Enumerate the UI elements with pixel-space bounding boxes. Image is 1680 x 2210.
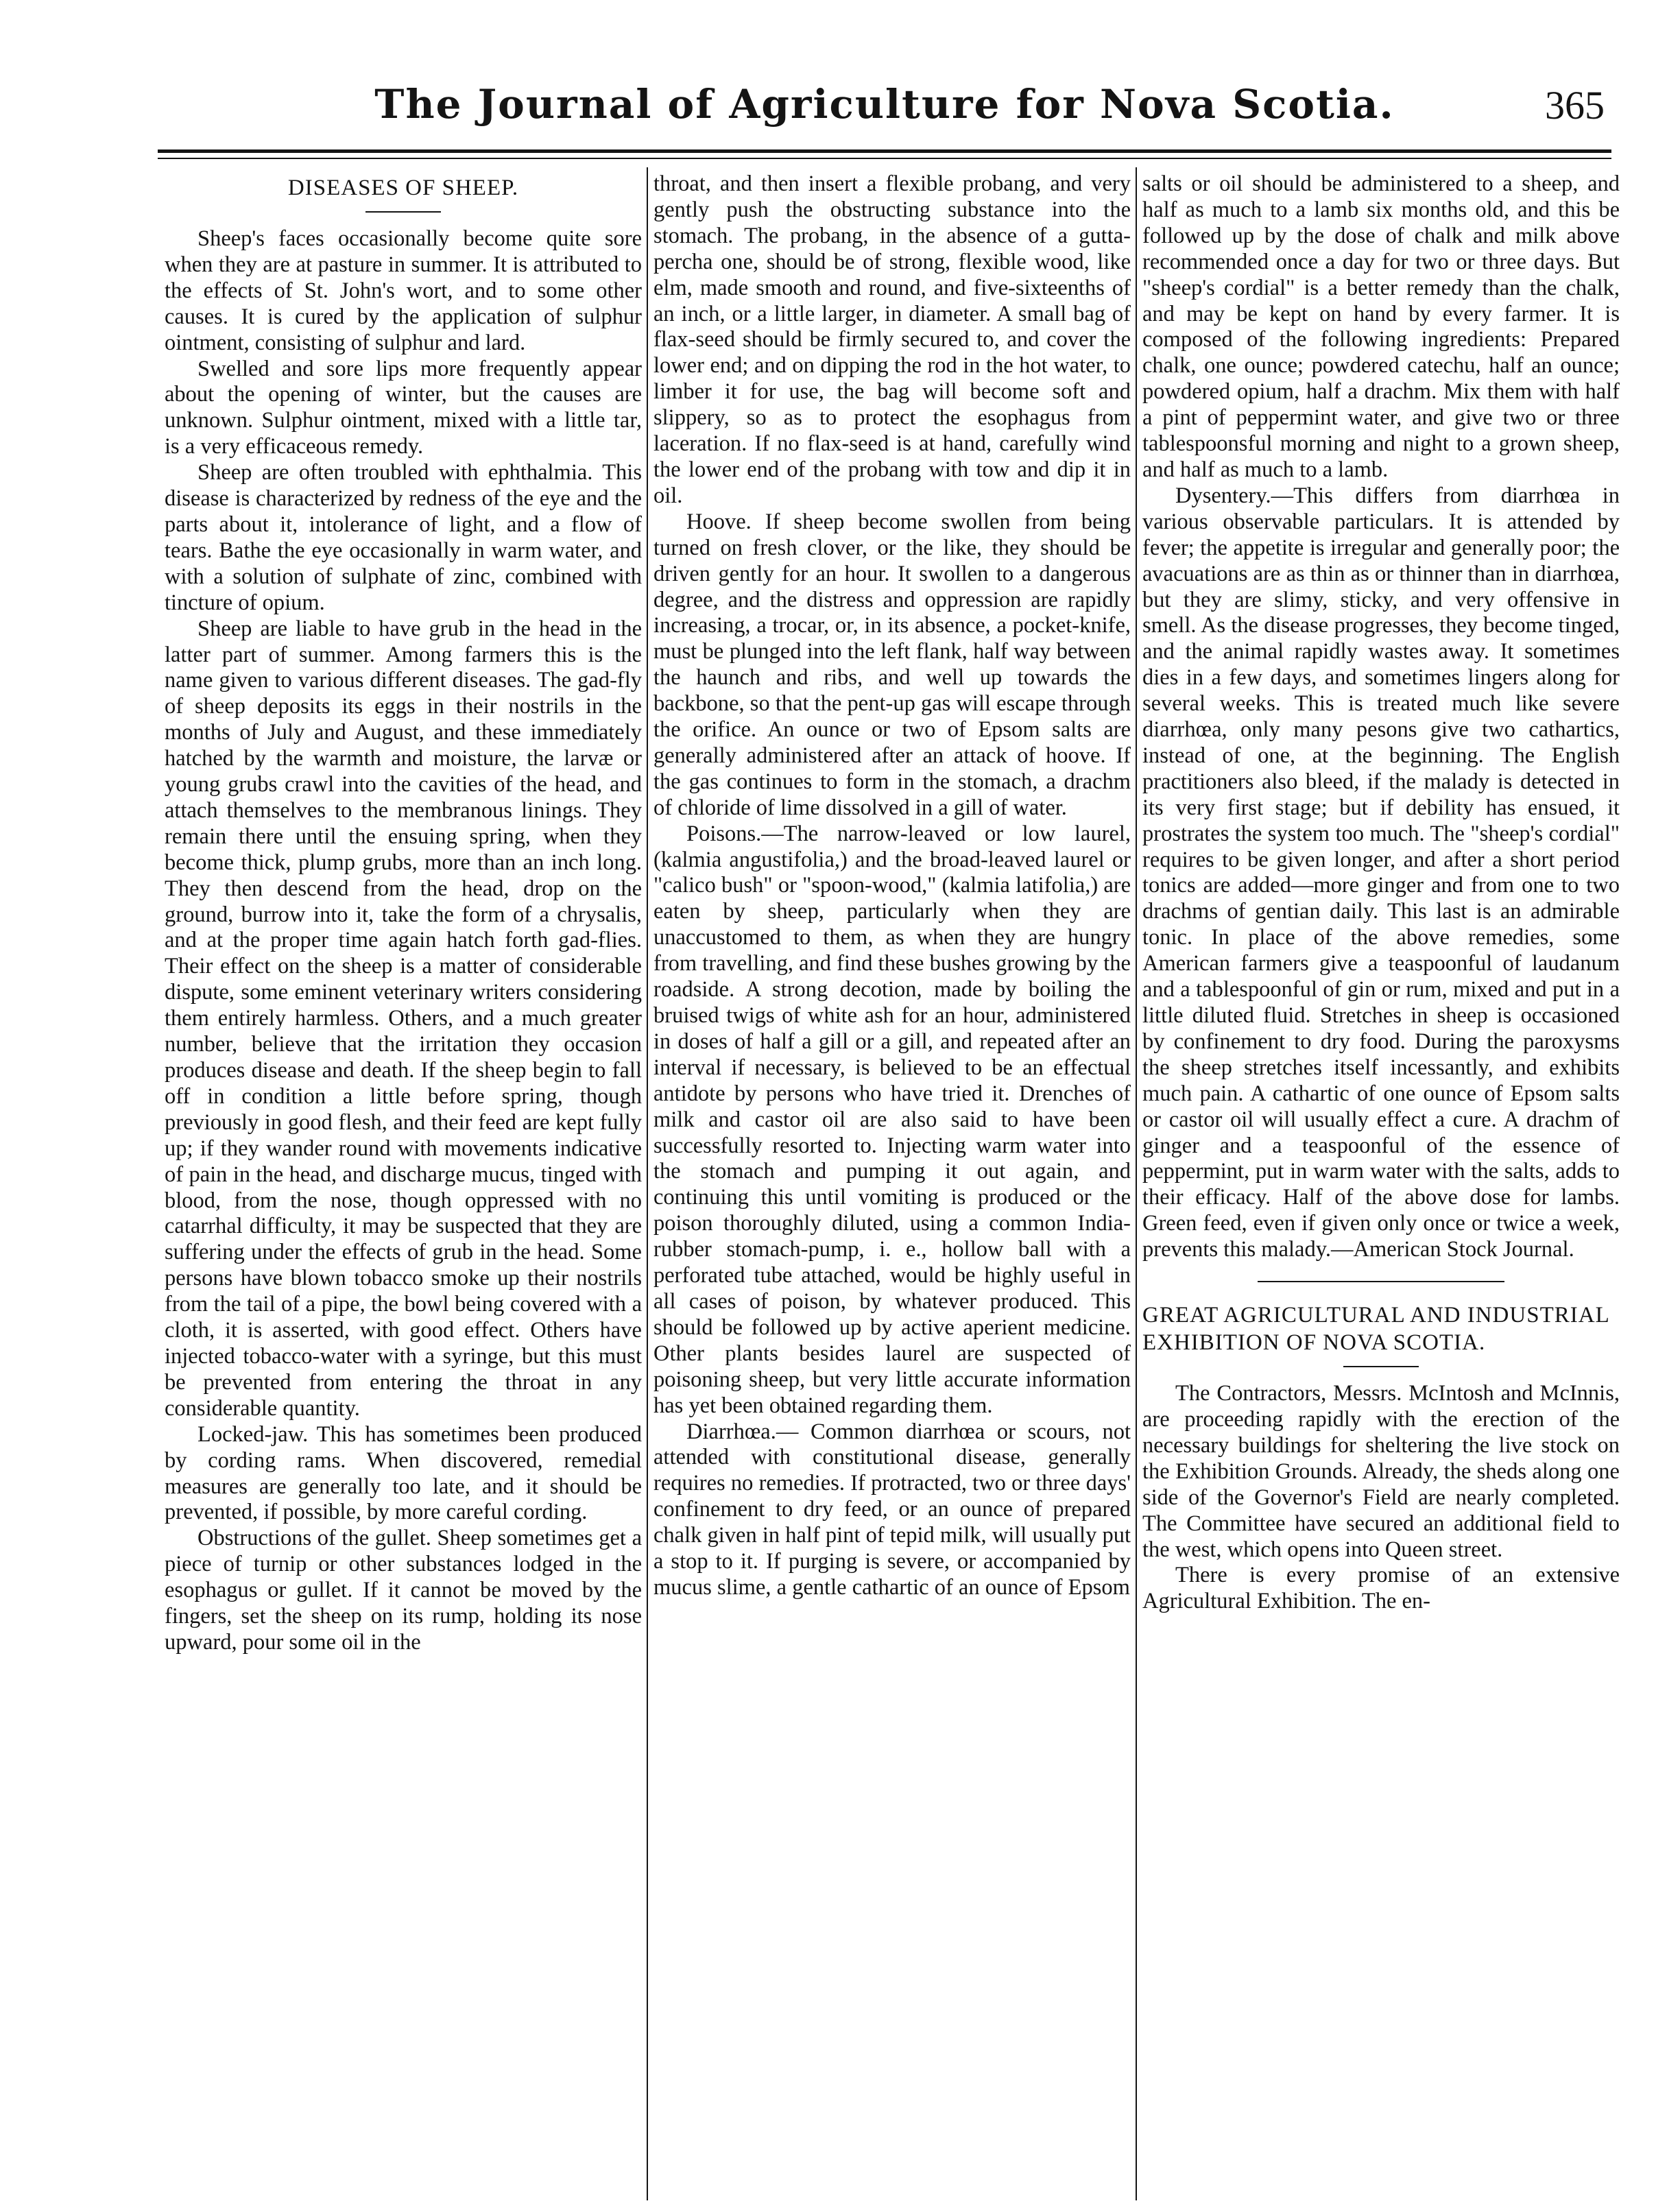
article-separator: [1258, 1281, 1504, 1282]
title-rule: [1343, 1366, 1419, 1367]
article-title: GREAT AGRICULTURAL AND INDUSTRIAL EXHIBITION OF NOVA SCOTIA.: [1142, 1303, 1609, 1356]
page-header: [158, 81, 1611, 143]
paragraph: throat, and then insert a flexible probang, and very gently push the obstructing substance into the stomach. The probang, in the absence of a gutta-percha one, should be of strong, flexible wood, like elm, made smooth and round, and five-sixteenths of an inch, or a little larger, in diameter. A small bag of flax-seed should be firmly secured to, and cover the lower end; and on dipping the rod in the hot water, to limber it for use, the bag will become soft and slippery, so as to protect the esophagus from laceration. If no flax-seed is at hand, carefully wind the lower end of the probang with tow and dip it in oil.: [653, 171, 1131, 508]
paragraph: Dysentery.—This differs from diarrhœa in various observable particulars. It is attended by fever; the appetite is irregular and generally poor; the avacuations are as thin as or thinner than in diarrhœa, but they are slimy, sticky, and very offensive in smell. As the disease progresses, they become tinged, and the animal rapidly wastes away. It sometimes dies in a few days, and sometimes lingers along for several weeks. This is treated much like severe diarrhœa, only many pesons give two cathartics, instead of one, at the beginning. The English practitioners also bleed, if the malady is detected in its very first stage; but if debility has ensued, it prostrates the system too much. The "sheep's cordial" requires to be given longer, and after a short period tonics are added—more ginger and from one to two drachms of gentian daily. This last is an admirable tonic. In place of the above remedies, some American farmers give a teaspoonful of laudanum and a tablespoonful of gin or rum, mixed and put in a little diluted fluid. Stretches in sheep is occasioned by confinement to dry food. During the paroxysms the sheep stretches itself incessantly, and exhibits much pain. A cathartic of one ounce of Epsom salts or castor oil will usually effect a cure. A drachm of ginger and a teaspoonful of the essence of peppermint, put in warm water with the salts, adds to their efficacy. Half of the above dose for lambs. Green feed, even if given only once or twice a week, prevents this malady.—American Stock Journal.: [1142, 483, 1620, 1262]
paragraph: Hoove. If sheep become swollen from being turned on fresh clover, or the like, they should be driven gently for an hour. It swollen to a dangerous degree, and the distress and oppression are rapidly increasing, a trocar, or, in its absence, a pocket-knife, must be plunged into the left flank, half way between the haunch and ribs, and well up towards the backbone, so that the pent-up gas will escape through the orifice. An ounce or two of Epsom salts are generally administered after an attack of hoove. If the gas continues to form in the stomach, a drachm of chloride of lime dissolved in a gill of water.: [653, 509, 1131, 820]
paragraph: Sheep's faces occasionally become quite sore when they are at pasture in summer. It is attributed to the effects of St. John's wort, and to some other causes. It is cured by the application of sulphur ointment, consisting of sulphur and lard.: [165, 226, 642, 355]
journal-title: The Journal of Agriculture for Nova Scotia.: [374, 81, 1395, 128]
paragraph: Diarrhœa.— Common diarrhœa or scours, not attended with constitutional disease, generally requires no remedies. If protracted, two or three days' confinement to dry feed, or an ounce of prepared chalk given in half pint of tepid milk, will usually put a stop to it. If purging is severe, or accompanied by mucus slime, a gentle cathartic of an ounce of Epsom: [653, 1419, 1131, 1600]
header-rule-thick: [158, 149, 1611, 153]
paragraph: The Contractors, Messrs. McIntosh and McInnis, are proceeding rapidly with the erection of the necessary buildings for sheltering the live stock on the Exhibition Grounds. Already, the sheds along one side of the Governor's Field are nearly completed. The Committee have secured an additional field to the west, which opens into Queen street.: [1142, 1381, 1620, 1562]
paragraph: Locked-jaw. This has sometimes been produced by cording rams. When discovered, remedial measures are generally too late, and it should be prevented, if possible, by more careful cording.: [165, 1421, 642, 1525]
column-1: [165, 171, 642, 1656]
paragraph: salts or oil should be administered to a sheep, and half as much to a lamb six months old, and this be followed up by the dose of chalk and milk above recommended once a day for two or three days. But "sheep's cordial" is a better remedy than the chalk, and may be kept on hand by every farmer. It is composed of the following ingredients: Prepared chalk, one ounce; powdered catechu, half an ounce; powdered opium, half a drachm. Mix them with half a pint of peppermint water, and give two or three tablespoonsful morning and night to a grown sheep, and half as much to a lamb.: [1142, 171, 1620, 482]
header-rule-thin: [158, 158, 1611, 159]
column-2: [653, 171, 1131, 1601]
page-number: 365: [1545, 83, 1605, 128]
paragraph: Sheep are often troubled with ephthalmia. This disease is characterized by redness of the eye and the parts about it, intolerance of light, and a flow of tears. Bathe the eye occasionally in warm water, and with a solution of sulphate of zinc, combined with tincture of opium.: [165, 460, 642, 615]
paragraph: Swelled and sore lips more frequently appear about the opening of winter, but the causes are unknown. Sulphur ointment, mixed with a little tar, is a very efficaceous remedy.: [165, 356, 642, 459]
paragraph: There is every promise of an extensive Agricultural Exhibition. The en-: [1142, 1563, 1620, 1614]
paragraph: Sheep are liable to have grub in the head in the latter part of summer. Among farmers this is the name given to various different diseases. The gad-fly of sheep deposits its eggs in their nostrils in the months of July and August, and these immediately hatched by the warmth and moisture, the larvæ or young grubs crawl into the cavities of the head, and attach themselves to the membranous linings. They remain there until the ensuing spring, when they become thick, plump grubs, more than an inch long. They then descend from the head, drop on the ground, burrow into it, take the form of a chrysalis, and at the proper time again hatch forth gad-flies. Their effect on the sheep is a matter of considerable dispute, some eminent veterinary writers considering them entirely harmless. Others, and a much greater number, believe that the irritation they occasion produces disease and death. If the sheep begin to fall off in condition a little before spring, though previously in good flesh, and their feed are kept fully up; if they wander round with movements indicative of pain in the head, and discharge mucus, tinged with blood, from the nose, though oppressed with no catarrhal difficulty, it may be suspected that they are suffering under the effects of grub in the head. Some persons have blown tobacco smoke up their nostrils from the tail of a pipe, the bowl being covered with a cloth, it is asserted, with good effect. Others have injected tobacco-water with a syringe, but this must be prevented from entering the throat in any considerable quantity.: [165, 616, 642, 1421]
article-title: DISEASES OF SHEEP.: [287, 176, 519, 200]
title-rule: [365, 211, 441, 213]
paragraph: Poisons.—The narrow-leaved or low laurel, (kalmia angustifolia,) and the broad-leaved laurel or "calico bush" or "spoon-wood," (kalmia latifolia,) are eaten by sheep, particularly when they are unaccustomed to them, as when they are hungry from travelling, and find these bushes growing by the roadside. A strong decotion, made by boiling the bruised twigs of white ash for an hour, administered in doses of half a gill or a gill, and repeated after an interval if necessary, is believed to be an effectual antidote by persons who have tried it. Drenches of milk and castor oil are also said to have been successfully resorted to. Injecting warm water into the stomach and pumping it out again, and continuing this until vomiting is produced or the poison thoroughly diluted, using a common India-rubber stomach-pump, i. e., hollow ball with a perforated tube attached, would be highly useful in all cases of poison, by whatever produced. This should be followed up by active aperient medicine. Other plants besides laurel are suspected of poisoning sheep, but very little accurate information has yet been obtained regarding them.: [653, 821, 1131, 1418]
paragraph: Obstructions of the gullet. Sheep sometimes get a piece of turnip or other substances lodged in the esophagus or gullet. If it cannot be moved by the fingers, set the sheep on its rump, holding its nose upward, pour some oil in the: [165, 1526, 642, 1655]
column-divider: [1136, 167, 1137, 2200]
column-3: [1142, 171, 1620, 1615]
column-divider: [647, 167, 648, 2200]
